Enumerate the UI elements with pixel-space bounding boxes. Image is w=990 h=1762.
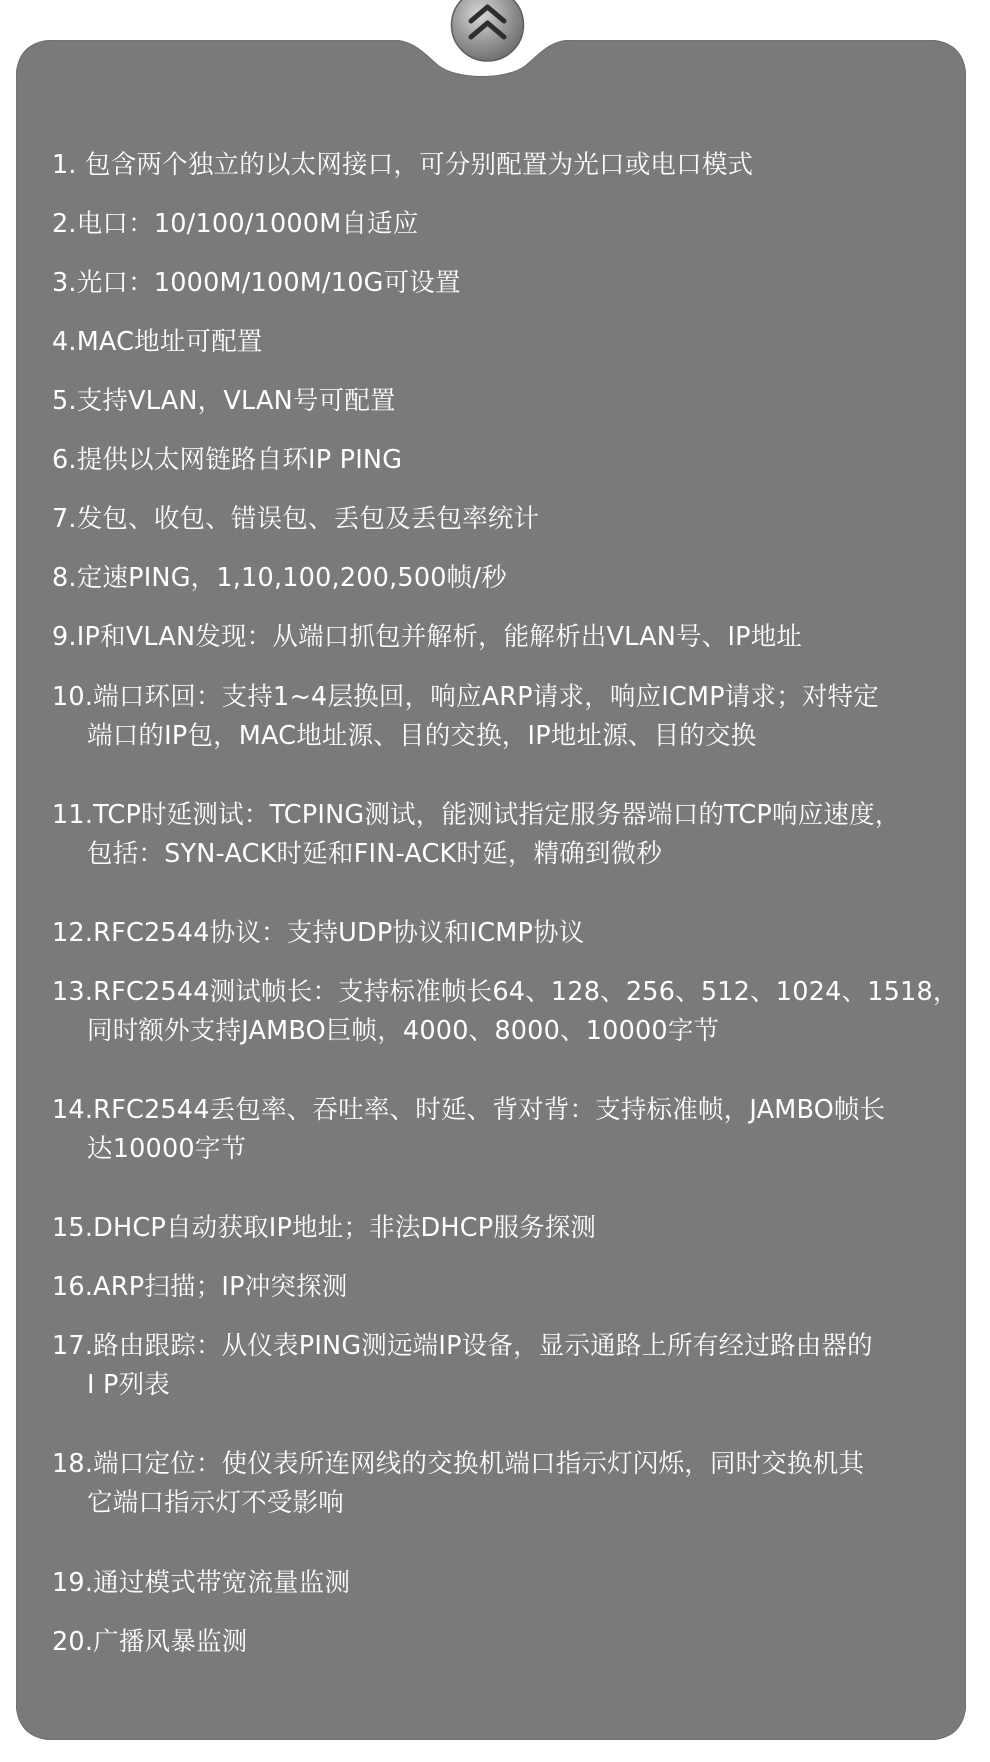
list-item (52, 205, 419, 244)
feature-line: 9.IP和VLAN发现：从端口抓包并解析，能解析出VLAN号、IP地址 (52, 622, 803, 652)
list-item (52, 796, 901, 874)
feature-line-continuation: 它端口指示灯不受影响 (87, 1488, 345, 1518)
feature-line-continuation: 同时额外支持JAMBO巨帧，4000、8000、10000字节 (87, 1016, 720, 1046)
list-item (52, 441, 402, 480)
collapse-button[interactable] (449, 0, 526, 62)
list-item (52, 1623, 247, 1662)
feature-line: 6.提供以太网链路自环IP PING (52, 445, 403, 475)
feature-line-continuation: 包括：SYN-ACK时延和FIN-ACK时延，精确到微秒 (87, 839, 663, 869)
feature-line: 15.DHCP自动获取IP地址；非法DHCP服务探测 (52, 1213, 597, 1243)
feature-line: 12.RFC2544协议：支持UDP协议和ICMP协议 (52, 918, 585, 948)
feature-line: 5.支持VLAN，VLAN号可配置 (52, 386, 396, 416)
list-item (52, 146, 753, 185)
list-item (52, 1564, 350, 1603)
feature-line: 3.光口：1000M/100M/10G可设置 (52, 268, 461, 298)
feature-line: 18.端口定位：使仪表所连网线的交换机端口指示灯闪烁，同时交换机其 (52, 1449, 865, 1479)
feature-line: 11.TCP时延测试：TCPING测试，能测试指定服务器端口的TCP响应速度， (52, 800, 901, 830)
feature-line: 13.RFC2544测试帧长：支持标准帧长64、128、256、512、1024、1518， (52, 977, 959, 1007)
list-item (52, 1327, 873, 1405)
feature-line: 19.通过模式带宽流量监测 (52, 1568, 351, 1598)
list-item (52, 500, 539, 539)
list-item (52, 914, 584, 953)
feature-line: 14.RFC2544丢包率、吞吐率、时延、背对背：支持标准帧，JAMBO帧长 (52, 1095, 886, 1125)
list-item (52, 1268, 348, 1307)
list-item (52, 1091, 885, 1169)
feature-line: 10.端口环回：支持1~4层换回，响应ARP请求，响应ICMP请求；对特定 (52, 682, 880, 712)
feature-line: 7.发包、收包、错误包、丢包及丢包率统计 (52, 504, 540, 534)
feature-line: 4.MAC地址可配置 (52, 327, 263, 357)
list-item (52, 618, 802, 657)
list-item (52, 382, 396, 421)
feature-line: 16.ARP扫描；IP冲突探测 (52, 1272, 348, 1302)
feature-line: 2.电口：10/100/1000M自适应 (52, 209, 419, 239)
list-item (52, 264, 461, 303)
feature-line-continuation: 端口的IP包，MAC地址源、目的交换，IP地址源、目的交换 (87, 721, 757, 751)
feature-line: 17.路由跟踪：从仪表PING测远端IP设备，显示通路上所有经过路由器的 (52, 1331, 873, 1361)
feature-line-continuation: I P列表 (87, 1370, 171, 1400)
feature-line-continuation: 达10000字节 (87, 1134, 247, 1164)
feature-line: 20.广播风暴监测 (52, 1627, 248, 1657)
list-item (52, 1445, 864, 1523)
feature-line: 8.定速PING，1,10,100,200,500帧/秒 (52, 563, 507, 593)
list-item (52, 1209, 596, 1248)
double-chevron-up-icon (449, 0, 526, 62)
feature-line: 1. 包含两个独立的以太网接口，可分别配置为光口或电口模式 (52, 150, 754, 180)
list-item (52, 559, 507, 598)
list-item (52, 678, 879, 756)
list-item (52, 973, 959, 1051)
list-item (52, 323, 263, 362)
